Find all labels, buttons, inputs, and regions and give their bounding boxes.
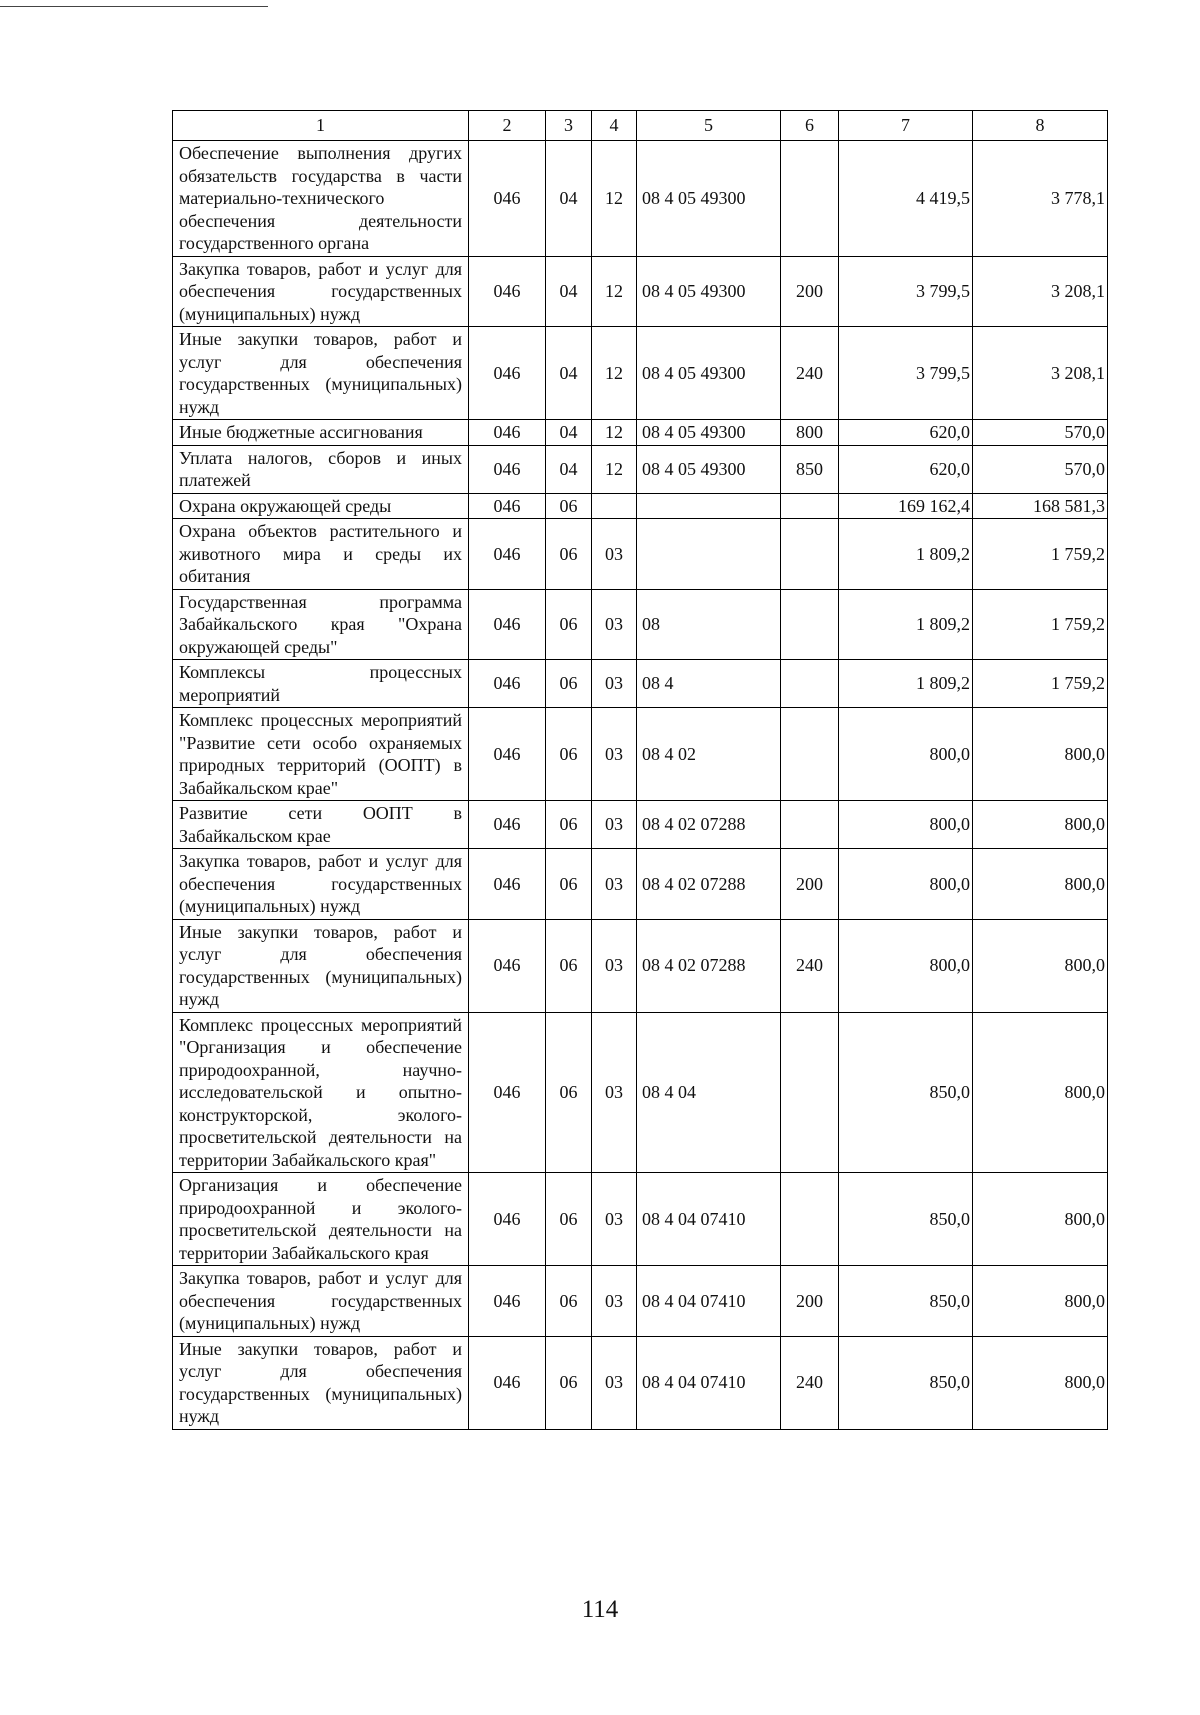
row-subsection-cell: 12 (592, 420, 637, 446)
row-section-cell: 06 (546, 493, 592, 519)
row-amount-2-cell: 3 208,1 (973, 327, 1108, 420)
table-row (173, 708, 1108, 801)
row-amount-1-cell: 850,0 (839, 1173, 973, 1266)
row-amount-1-cell: 620,0 (839, 445, 973, 493)
row-target-article-cell: 08 4 02 07288 (637, 801, 781, 849)
budget-table (172, 110, 1108, 1430)
table-row (173, 589, 1108, 660)
column-header: 3 (546, 111, 592, 141)
column-header: 5 (637, 111, 781, 141)
row-section-cell: 06 (546, 1336, 592, 1429)
row-target-article-cell (637, 493, 781, 519)
row-amount-1-cell: 800,0 (839, 801, 973, 849)
row-name-cell: Обеспечение выполнения других обязательств государства в части материально-технического обеспечения деятельности государственного органа (173, 141, 469, 257)
row-name-cell: Иные бюджетные ассигнования (173, 420, 469, 446)
row-subsection-cell (592, 493, 637, 519)
table-row (173, 1336, 1108, 1429)
row-name-cell: Государственная программа Забайкальского края "Охрана окружающей среды" (173, 589, 469, 660)
row-section-cell: 04 (546, 256, 592, 327)
table-row (173, 420, 1108, 446)
row-expense-type-cell: 200 (781, 849, 839, 920)
row-section-cell: 06 (546, 1173, 592, 1266)
row-ved-cell: 046 (469, 493, 546, 519)
row-subsection-cell: 12 (592, 327, 637, 420)
row-section-cell: 06 (546, 1012, 592, 1173)
row-name-cell: Охрана объектов растительного и животного мира и среды их обитания (173, 519, 469, 590)
row-amount-1-cell: 169 162,4 (839, 493, 973, 519)
table-row (173, 445, 1108, 493)
row-amount-2-cell: 800,0 (973, 1012, 1108, 1173)
row-name-cell: Организация и обеспечение природоохранной и эколого-просветительской деятельности на территории Забайкальского края (173, 1173, 469, 1266)
row-amount-1-cell: 3 799,5 (839, 256, 973, 327)
table-row (173, 141, 1108, 257)
row-target-article-cell: 08 4 02 07288 (637, 849, 781, 920)
row-target-article-cell: 08 4 05 49300 (637, 327, 781, 420)
row-amount-1-cell: 800,0 (839, 849, 973, 920)
row-amount-2-cell: 800,0 (973, 1173, 1108, 1266)
row-name-cell: Уплата налогов, сборов и иных платежей (173, 445, 469, 493)
row-section-cell: 06 (546, 589, 592, 660)
column-header: 6 (781, 111, 839, 141)
row-target-article-cell: 08 4 05 49300 (637, 256, 781, 327)
row-expense-type-cell: 240 (781, 919, 839, 1012)
row-amount-1-cell: 1 809,2 (839, 589, 973, 660)
row-name-cell: Развитие сети ООПТ в Забайкальском крае (173, 801, 469, 849)
row-subsection-cell: 03 (592, 519, 637, 590)
row-subsection-cell: 12 (592, 141, 637, 257)
row-expense-type-cell (781, 801, 839, 849)
row-ved-cell: 046 (469, 1012, 546, 1173)
row-section-cell: 04 (546, 327, 592, 420)
row-subsection-cell: 12 (592, 445, 637, 493)
row-section-cell: 06 (546, 660, 592, 708)
row-subsection-cell: 03 (592, 919, 637, 1012)
row-section-cell: 04 (546, 141, 592, 257)
row-subsection-cell: 03 (592, 660, 637, 708)
table-row (173, 1266, 1108, 1337)
row-ved-cell: 046 (469, 141, 546, 257)
row-amount-1-cell: 850,0 (839, 1266, 973, 1337)
row-amount-2-cell: 800,0 (973, 1336, 1108, 1429)
row-amount-1-cell: 850,0 (839, 1336, 973, 1429)
row-subsection-cell: 03 (592, 1266, 637, 1337)
row-amount-2-cell: 3 208,1 (973, 256, 1108, 327)
row-target-article-cell: 08 4 02 (637, 708, 781, 801)
row-target-article-cell: 08 4 05 49300 (637, 420, 781, 446)
row-subsection-cell: 03 (592, 1173, 637, 1266)
row-name-cell: Закупка товаров, работ и услуг для обеспечения государственных (муниципальных) нужд (173, 1266, 469, 1337)
row-section-cell: 04 (546, 445, 592, 493)
row-name-cell: Иные закупки товаров, работ и услуг для обеспечения государственных (муниципальных) нужд (173, 1336, 469, 1429)
row-amount-1-cell: 4 419,5 (839, 141, 973, 257)
column-header: 4 (592, 111, 637, 141)
row-subsection-cell: 12 (592, 256, 637, 327)
row-ved-cell: 046 (469, 589, 546, 660)
row-ved-cell: 046 (469, 1266, 546, 1337)
row-section-cell: 06 (546, 919, 592, 1012)
row-expense-type-cell (781, 1012, 839, 1173)
row-ved-cell: 046 (469, 1336, 546, 1429)
row-ved-cell: 046 (469, 660, 546, 708)
row-subsection-cell: 03 (592, 1336, 637, 1429)
table-row (173, 327, 1108, 420)
row-ved-cell: 046 (469, 919, 546, 1012)
budget-table-container (172, 110, 1108, 1430)
row-amount-1-cell: 850,0 (839, 1012, 973, 1173)
row-subsection-cell: 03 (592, 1012, 637, 1173)
row-expense-type-cell (781, 660, 839, 708)
page-number: 114 (581, 1596, 619, 1623)
row-target-article-cell: 08 4 04 07410 (637, 1336, 781, 1429)
row-expense-type-cell (781, 493, 839, 519)
row-ved-cell: 046 (469, 256, 546, 327)
row-amount-1-cell: 1 809,2 (839, 660, 973, 708)
row-amount-2-cell: 800,0 (973, 708, 1108, 801)
row-section-cell: 06 (546, 708, 592, 801)
row-target-article-cell: 08 4 05 49300 (637, 141, 781, 257)
row-target-article-cell: 08 4 04 (637, 1012, 781, 1173)
row-subsection-cell: 03 (592, 708, 637, 801)
row-subsection-cell: 03 (592, 801, 637, 849)
row-expense-type-cell (781, 708, 839, 801)
table-body (173, 111, 1108, 1430)
row-subsection-cell: 03 (592, 849, 637, 920)
row-ved-cell: 046 (469, 327, 546, 420)
table-header-row (173, 111, 1108, 141)
row-target-article-cell: 08 (637, 589, 781, 660)
row-ved-cell: 046 (469, 445, 546, 493)
row-amount-2-cell: 1 759,2 (973, 589, 1108, 660)
row-section-cell: 06 (546, 849, 592, 920)
column-header: 8 (973, 111, 1108, 141)
row-amount-1-cell: 800,0 (839, 708, 973, 801)
row-amount-2-cell: 800,0 (973, 801, 1108, 849)
row-name-cell: Комплексы процессных мероприятий (173, 660, 469, 708)
column-header: 2 (469, 111, 546, 141)
row-amount-2-cell: 1 759,2 (973, 519, 1108, 590)
row-target-article-cell: 08 4 04 07410 (637, 1173, 781, 1266)
row-amount-1-cell: 620,0 (839, 420, 973, 446)
row-expense-type-cell: 200 (781, 1266, 839, 1337)
row-amount-2-cell: 800,0 (973, 849, 1108, 920)
row-ved-cell: 046 (469, 519, 546, 590)
table-row (173, 660, 1108, 708)
table-row (173, 519, 1108, 590)
row-section-cell: 06 (546, 519, 592, 590)
row-expense-type-cell (781, 141, 839, 257)
row-target-article-cell (637, 519, 781, 590)
row-name-cell: Закупка товаров, работ и услуг для обеспечения государственных (муниципальных) нужд (173, 849, 469, 920)
row-target-article-cell: 08 4 04 07410 (637, 1266, 781, 1337)
row-amount-2-cell: 1 759,2 (973, 660, 1108, 708)
row-ved-cell: 046 (469, 708, 546, 801)
row-name-cell: Комплекс процессных мероприятий "Развитие сети особо охраняемых природных территорий (ООПТ) в Забайкальском крае" (173, 708, 469, 801)
row-expense-type-cell: 200 (781, 256, 839, 327)
table-row (173, 256, 1108, 327)
row-target-article-cell: 08 4 (637, 660, 781, 708)
row-amount-2-cell: 800,0 (973, 1266, 1108, 1337)
row-expense-type-cell: 240 (781, 1336, 839, 1429)
table-row (173, 1173, 1108, 1266)
row-expense-type-cell (781, 1173, 839, 1266)
row-expense-type-cell (781, 589, 839, 660)
row-amount-2-cell: 570,0 (973, 445, 1108, 493)
table-row (173, 1012, 1108, 1173)
scan-edge-line (0, 6, 268, 7)
row-target-article-cell: 08 4 02 07288 (637, 919, 781, 1012)
row-ved-cell: 046 (469, 801, 546, 849)
row-expense-type-cell: 240 (781, 327, 839, 420)
row-amount-2-cell: 168 581,3 (973, 493, 1108, 519)
row-ved-cell: 046 (469, 849, 546, 920)
row-name-cell: Охрана окружающей среды (173, 493, 469, 519)
row-amount-2-cell: 570,0 (973, 420, 1108, 446)
table-row (173, 919, 1108, 1012)
column-header: 1 (173, 111, 469, 141)
row-name-cell: Иные закупки товаров, работ и услуг для обеспечения государственных (муниципальных) нужд (173, 327, 469, 420)
row-amount-1-cell: 800,0 (839, 919, 973, 1012)
row-name-cell: Иные закупки товаров, работ и услуг для обеспечения государственных (муниципальных) нужд (173, 919, 469, 1012)
row-name-cell: Закупка товаров, работ и услуг для обеспечения государственных (муниципальных) нужд (173, 256, 469, 327)
row-amount-1-cell: 1 809,2 (839, 519, 973, 590)
row-target-article-cell: 08 4 05 49300 (637, 445, 781, 493)
row-expense-type-cell: 850 (781, 445, 839, 493)
row-subsection-cell: 03 (592, 589, 637, 660)
column-header: 7 (839, 111, 973, 141)
row-amount-2-cell: 3 778,1 (973, 141, 1108, 257)
table-row (173, 493, 1108, 519)
row-expense-type-cell (781, 519, 839, 590)
row-ved-cell: 046 (469, 420, 546, 446)
table-row (173, 849, 1108, 920)
row-amount-2-cell: 800,0 (973, 919, 1108, 1012)
row-ved-cell: 046 (469, 1173, 546, 1266)
row-section-cell: 06 (546, 801, 592, 849)
table-row (173, 801, 1108, 849)
row-expense-type-cell: 800 (781, 420, 839, 446)
row-name-cell: Комплекс процессных мероприятий "Организация и обеспечение природоохранной, научно-исследовательской и опытно-конструкторской, эколого-просветительской деятельности на территории Забайкальского края" (173, 1012, 469, 1173)
row-section-cell: 06 (546, 1266, 592, 1337)
row-amount-1-cell: 3 799,5 (839, 327, 973, 420)
row-section-cell: 04 (546, 420, 592, 446)
